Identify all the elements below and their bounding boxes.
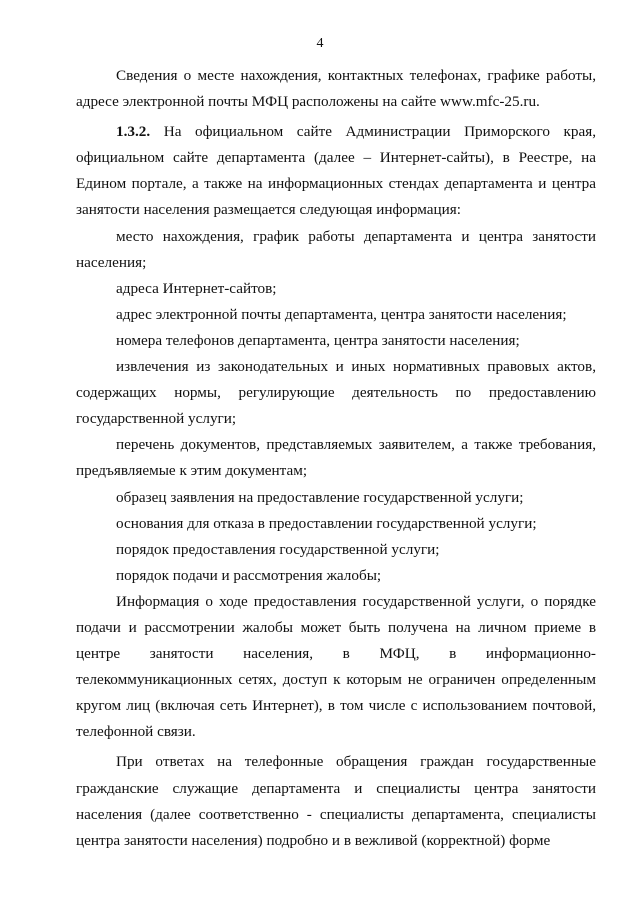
- paragraph-mfc-info: [76, 63, 596, 115]
- list-item-text: адреса Интернет-сайтов;: [116, 279, 277, 297]
- list-item: [76, 354, 596, 432]
- paragraph-phone-inquiries: [76, 749, 596, 853]
- list-item: [76, 276, 596, 302]
- list-item-text: адрес электронной почты департамента, центра занятости населения;: [116, 305, 567, 323]
- list-item-text: место нахождения, график работы департамента и центра занятости населения;: [76, 227, 596, 271]
- list-item: [76, 511, 596, 537]
- paragraph-text: Информация о ходе предоставления государственной услуги, о порядке подачи и рассмотрении жалобы может быть получена на личном приеме в центре занятости населения, в МФЦ, в информационно-телекоммуникационных сетях, доступ к которым не ограничен определенным кругом лиц (включая сеть Интернет), в том числе с использованием почтовой, телефонной связи.: [76, 592, 596, 741]
- list-item: [76, 432, 596, 484]
- list-item-text: порядок подачи и рассмотрения жалобы;: [116, 566, 382, 584]
- list-item-text: порядок предоставления государственной услуги;: [116, 540, 440, 558]
- document-body: [76, 63, 596, 854]
- page-number: 4: [316, 36, 324, 51]
- list-item: [76, 485, 596, 511]
- list-item-text: перечень документов, представляемых заявителем, а также требования, предъявляемые к этим документам;: [76, 436, 596, 480]
- list-item: [76, 224, 596, 276]
- paragraph-service-progress-info: [76, 589, 596, 746]
- list-item: [76, 537, 596, 563]
- list-item-text: извлечения из законодательных и иных нормативных правовых актов, содержащих нормы, регулирующие деятельность по предоставлению государственной услуги;: [76, 358, 596, 428]
- list-item: [76, 563, 596, 589]
- paragraph-text: При ответах на телефонные обращения граждан государственные гражданские служащие департамента и специалисты центра занятости населения (далее соответственно - специалисты департамента, специалисты центра занятости населения) подробно и в вежливой (корректной) форме: [76, 753, 596, 849]
- paragraph-section-1-3-2: [76, 119, 596, 223]
- paragraph-text: На официальном сайте Администрации Приморского края, официальном сайте департамента (далее – Интернет-сайты), в Реестре, на Едином портале, а также на информационных стендах департамента и центра занятости населения размещается следующая информация:: [76, 123, 596, 219]
- list-item: [76, 328, 596, 354]
- paragraph-text: Сведения о месте нахождения, контактных телефонах, графике работы, адресе электронной почты МФЦ расположены на сайте www.mfc-25.ru.: [76, 67, 596, 111]
- list-item-text: основания для отказа в предоставлении государственной услуги;: [116, 514, 537, 532]
- section-number: 1.3.2.: [116, 123, 151, 141]
- list-item: [76, 302, 596, 328]
- list-item-text: номера телефонов департамента, центра занятости населения;: [116, 331, 520, 349]
- list-item-text: образец заявления на предоставление государственной услуги;: [116, 488, 524, 506]
